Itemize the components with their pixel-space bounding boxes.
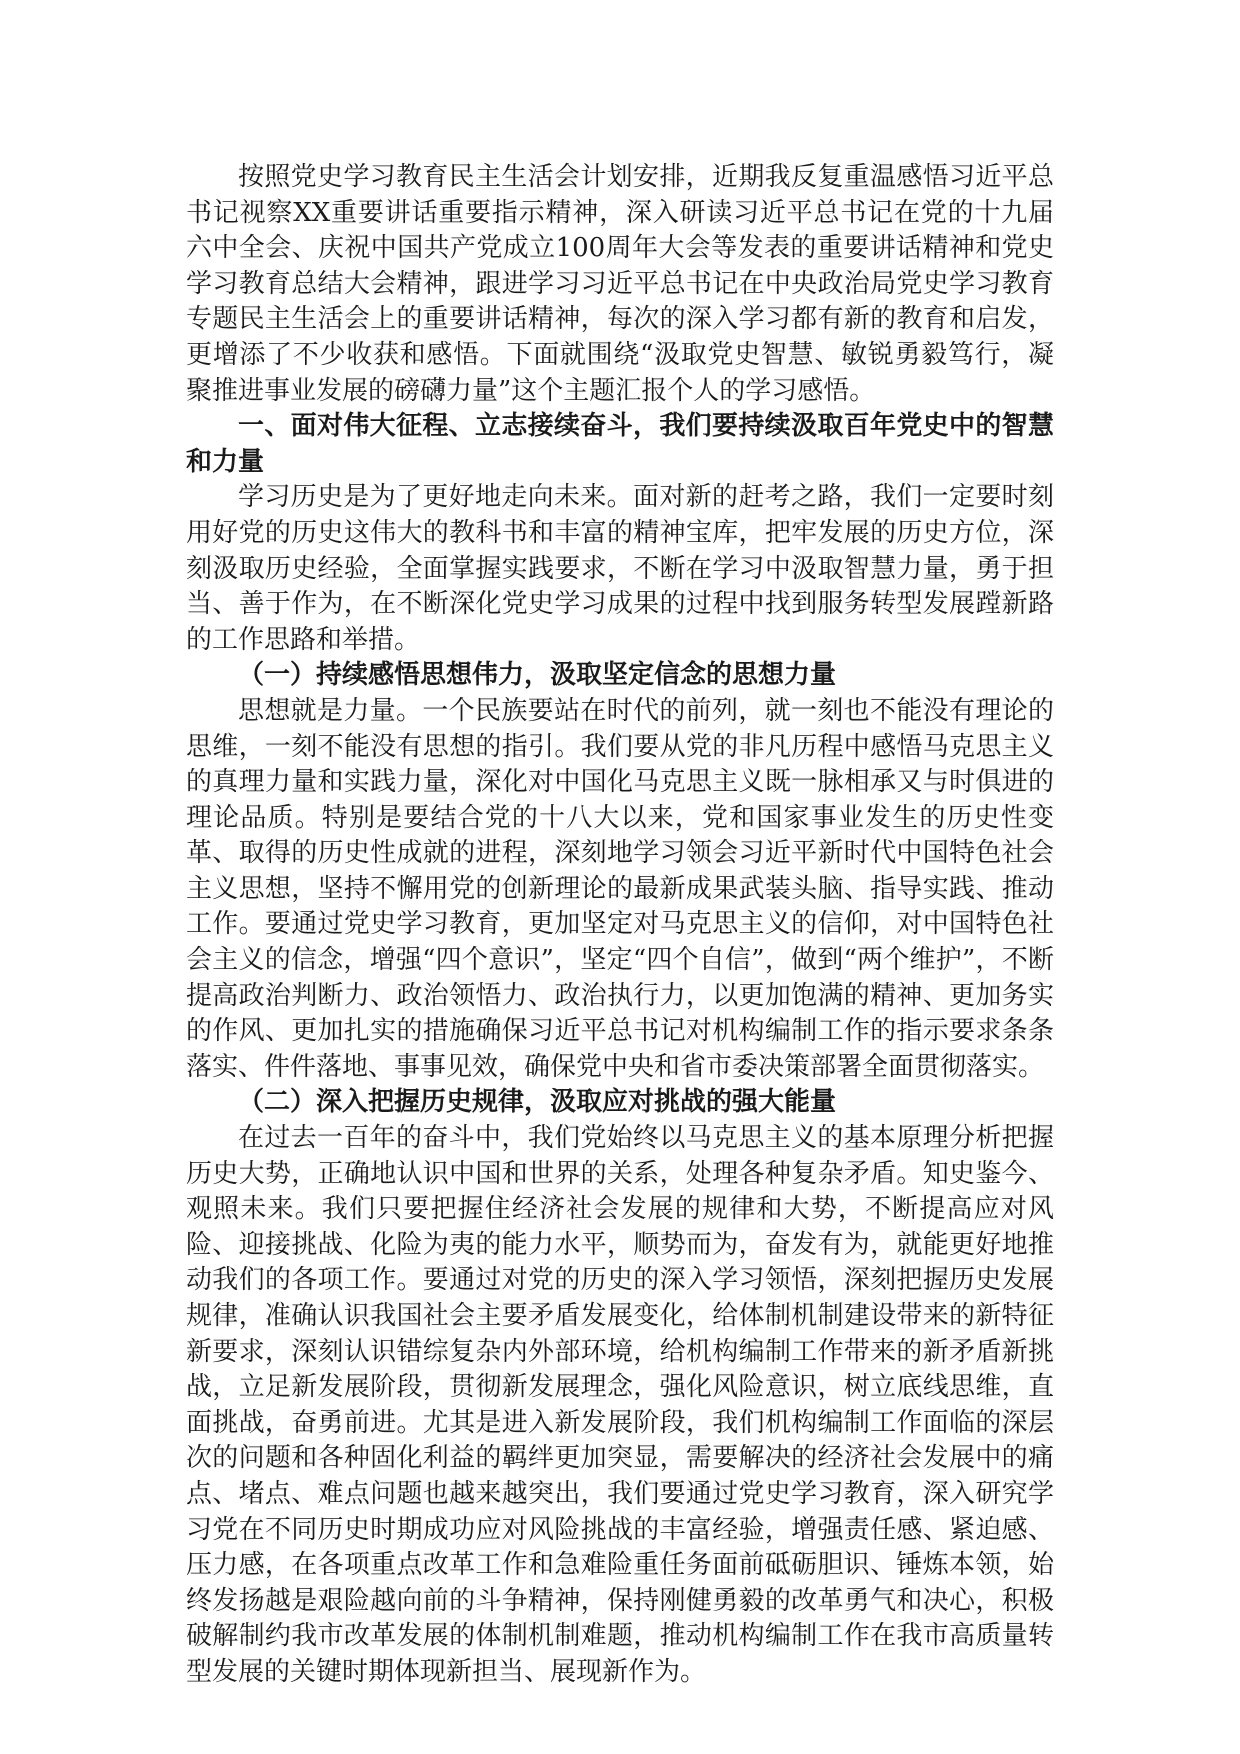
subsection-2-heading: （二）深入把握历史规律，汲取应对挑战的强大能量 [238,1087,837,1118]
subsection-2-paragraph: 在过去一百年的奋斗中，我们党始终以马克思主义的基本原理分析把握历史大势，正确地认识中国和世界的关系，处理各种复杂矛盾。知史鉴今、观照未来。我们只要把握住经济社会发展的规律和大势，不断提高应对风险、迎接挑战、化险为夷的能力水平，顺势而为，奋发有为，就能更好地推动我们的各项工作。要通过对党的历史的深入学习领悟，深刻把握历史发展规律，准确认识我国社会主要矛盾发展变化，给体制机制建设带来的新特征新要求，深刻认识错综复杂内外部环境，给机构编制工作带来的新矛盾新挑战，立足新发展阶段，贯彻新发展理念，强化风险意识，树立底线思维，直面挑战，奋勇前进。尤其是进入新发展阶段，我们机构编制工作面临的深层次的问题和各种固化利益的羁绊更加突显，需要解决的经济社会发展中的痛点、堵点、难点问题也越来越突出，我们要通过党史学习教育，深入研究学习党在不同历史时期成功应对风险挑战的丰富经验，增强责任感、紧迫感、压力感，在各项重点改革工作和急难险重任务面前砥砺胆识、锤炼本领，始终发扬越是艰险越向前的斗争精神，保持刚健勇毅的改革勇气和决心，积极破解制约我市改革发展的体制机制难题，推动机构编制工作在我市高质量转型发展的关键时期体现新担当、展现新作为。 [186,1123,1054,1687]
section-1-heading: 一、面对伟大征程、立志接续奋斗，我们要持续汲取百年党史中的智慧和力量 [186,411,1054,477]
subsection-1-heading: （一）持续感悟思想伟力，汲取坚定信念的思想力量 [238,660,837,691]
document-page [186,160,1054,1691]
intro-paragraph: 按照党史学习教育民主生活会计划安排，近期我反复重温感悟习近平总书记视察XX重要讲话重要指示精神，深入研读习近平总书记在党的十九届六中全会、庆祝中国共产党成立100周年大会等发表的重要讲话精神和党史学习教育总结大会精神，跟进学习习近平总书记在中央政治局党史学习教育专题民主生活会上的重要讲话精神，每次的深入学习都有新的教育和启发，更增添了不少收获和感悟。下面就围绕“汲取党史智慧、敏锐勇毅笃行，凝聚推进事业发展的磅礴力量”这个主题汇报个人的学习感悟。 [186,162,1054,406]
section-1-paragraph: 学习历史是为了更好地走向未来。面对新的赶考之路，我们一定要时刻用好党的历史这伟大的教科书和丰富的精神宝库，把牢发展的历史方位，深刻汲取历史经验，全面掌握实践要求，不断在学习中汲取智慧力量，勇于担当、善于作为，在不断深化党史学习成果的过程中找到服务转型发展蹚新路的工作思路和举措。 [186,482,1054,655]
subsection-1-paragraph: 思想就是力量。一个民族要站在时代的前列，就一刻也不能没有理论的思维，一刻不能没有思想的指引。我们要从党的非凡历程中感悟马克思主义的真理力量和实践力量，深化对中国化马克思主义既一脉相承又与时俱进的理论品质。特别是要结合党的十八大以来，党和国家事业发生的历史性变革、取得的历史性成就的进程，深刻地学习领会习近平新时代中国特色社会主义思想，坚持不懈用党的创新理论的最新成果武装头脑、指导实践、推动工作。要通过党史学习教育，更加坚定对马克思主义的信仰，对中国特色社会主义的信念，增强“四个意识”，坚定“四个自信”，做到“两个维护”，不断提高政治判断力、政治领悟力、政治执行力，以更加饱满的精神、更加务实的作风、更加扎实的措施确保习近平总书记对机构编制工作的指示要求条条落实、件件落地、事事见效，确保党中央和省市委决策部署全面贯彻落实。 [186,695,1054,1082]
